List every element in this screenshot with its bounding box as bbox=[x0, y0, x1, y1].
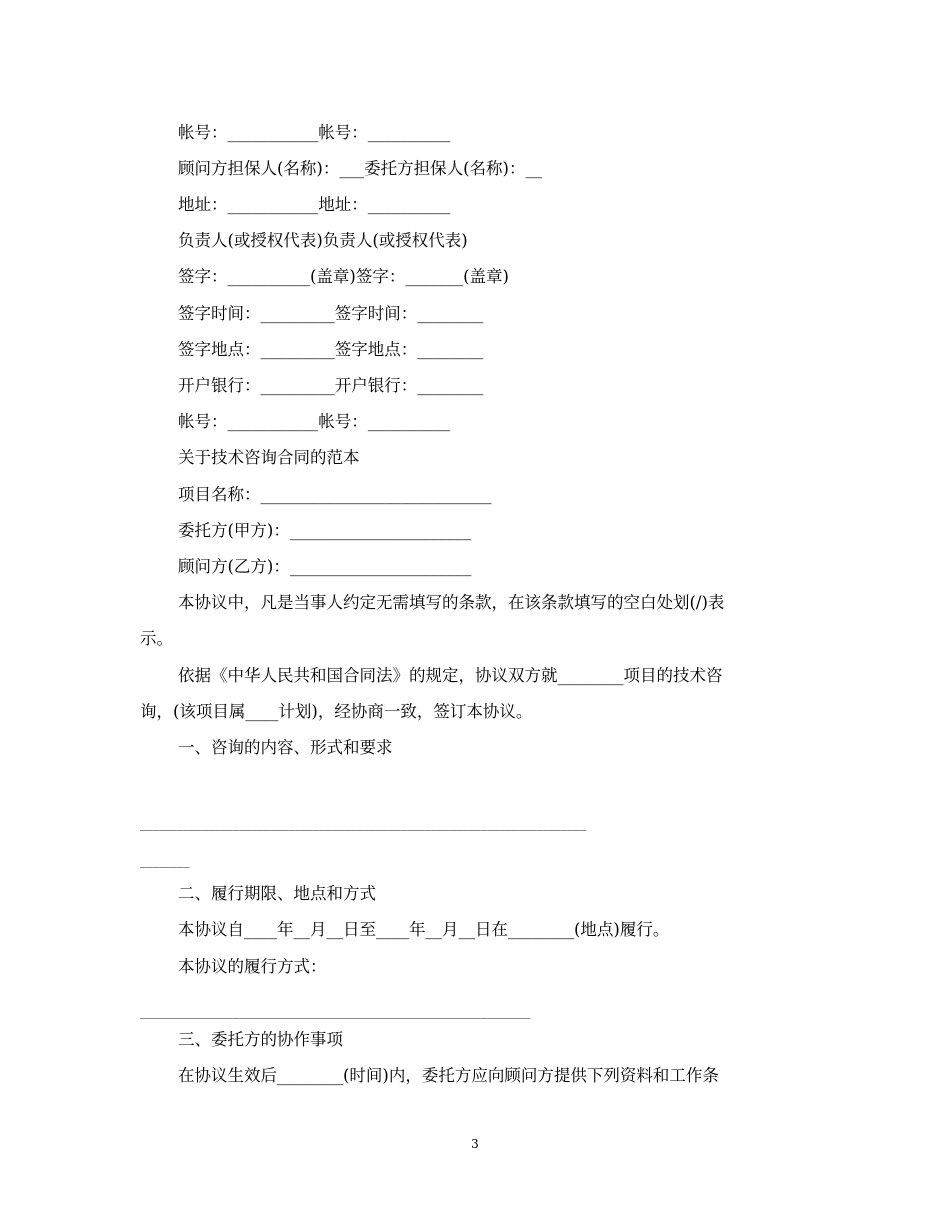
blank-fill-line-method: _______________________________________________________________ bbox=[140, 1005, 531, 1019]
project-name-line: 项目名称：____________________________ bbox=[178, 485, 492, 504]
signature-time-line: 签字时间：_________签字时间：________ bbox=[178, 304, 484, 323]
paragraph-2-line-2: 询，(该项目属____计划)，经协商一致，签订本协议。 bbox=[140, 702, 533, 721]
signature-line: 签字：__________(盖章)签字：_______(盖章) bbox=[178, 267, 509, 286]
document-heading: 关于技术咨询合同的范本 bbox=[178, 448, 360, 467]
performance-method-line: 本协议的履行方式： bbox=[178, 957, 327, 976]
section-2-heading: 二、履行期限、地点和方式 bbox=[178, 884, 376, 903]
guarantor-name-line: 顾问方担保人(名称)：___委托方担保人(名称)：__ bbox=[178, 159, 542, 178]
paragraph-1-line-1: 本协议中，凡是当事人约定无需填写的条款，在该条款填写的空白处划(/)表 bbox=[178, 593, 725, 612]
consultant-party-line: 顾问方(乙方)：______________________ bbox=[178, 557, 472, 576]
section-3-heading: 三、委托方的协作事项 bbox=[178, 1030, 343, 1049]
paragraph-2-line-1: 依据《中华人民共和国合同法》的规定，协议双方就________项目的技术咨 bbox=[178, 666, 723, 685]
blank-fill-line-long: ________________________________________________________________________ bbox=[140, 817, 587, 831]
page-number: 3 bbox=[471, 1137, 479, 1151]
bank-line: 开户银行：_________开户银行：________ bbox=[178, 376, 484, 395]
paragraph-1-line-2: 示。 bbox=[140, 629, 173, 648]
blank-fill-line-short: ________ bbox=[140, 854, 190, 868]
section-1-heading: 一、咨询的内容、形式和要求 bbox=[178, 738, 393, 757]
address-line: 地址：___________地址：__________ bbox=[178, 195, 451, 214]
cooperation-paragraph-line: 在协议生效后________(时间)内，委托方应向顾问方提供下列资料和工作条 bbox=[178, 1066, 719, 1085]
account-number-line: 帐号：___________帐号：__________ bbox=[178, 123, 451, 142]
signature-place-line: 签字地点：_________签字地点：________ bbox=[178, 340, 484, 359]
performance-period-line: 本协议自____年__月__日至____年__月__日在________(地点)履行。 bbox=[178, 920, 670, 939]
client-party-line: 委托方(甲方)：______________________ bbox=[178, 521, 472, 540]
responsible-person-line: 负责人(或授权代表)负责人(或授权代表) bbox=[178, 231, 468, 250]
account-number-line-2: 帐号：___________帐号：__________ bbox=[178, 412, 451, 431]
